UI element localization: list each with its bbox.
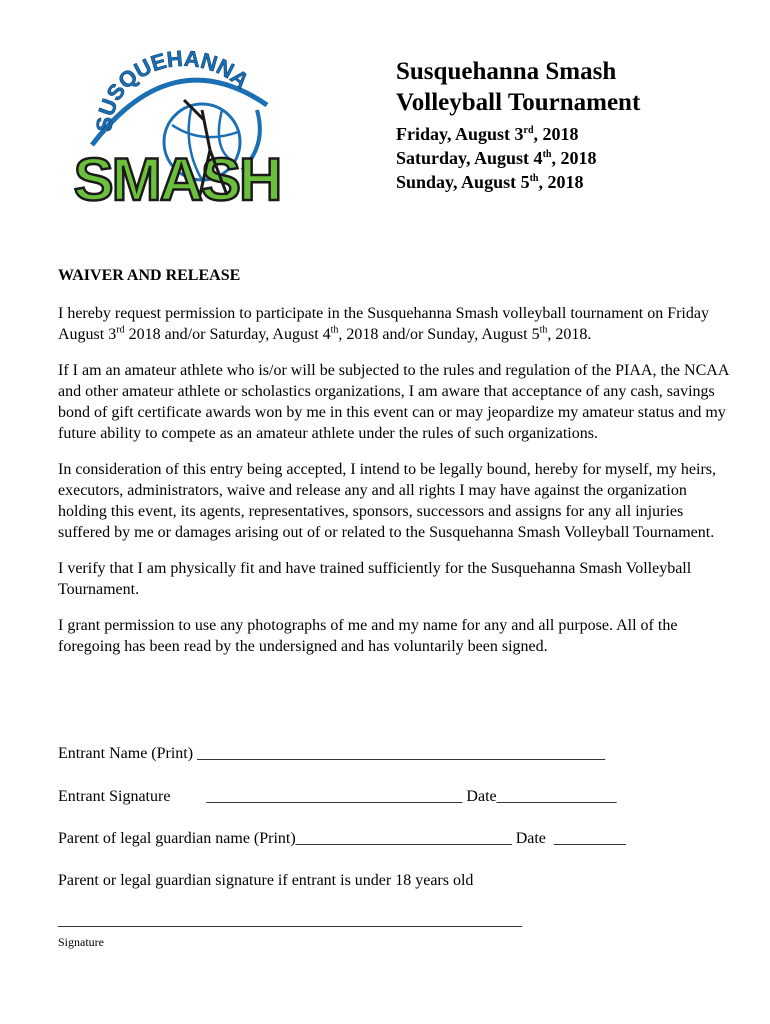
para-ordinal: rd bbox=[116, 324, 125, 336]
event-date-saturday bbox=[396, 146, 640, 170]
para-text: , 2018 and/or Sunday, August 5 bbox=[338, 326, 540, 343]
event-date-sunday bbox=[396, 170, 640, 194]
waiver-paragraph-photo: I grant permission to use any photographs of me and my name for any and all purpose. All of the foregoing has been read by the undersigned and has voluntarily been signed. bbox=[58, 617, 678, 655]
waiver-heading: WAIVER AND RELEASE bbox=[58, 267, 241, 284]
date-text: Friday, August 3 bbox=[396, 124, 524, 144]
event-title-line1: Susquehanna Smash bbox=[396, 58, 617, 85]
entrant-name-field[interactable]: Entrant Name (Print) ___________________________________________________ bbox=[58, 745, 606, 762]
date-ordinal: th bbox=[529, 173, 539, 184]
date-text: Saturday, August 4 bbox=[396, 148, 543, 168]
para-ordinal: th bbox=[330, 324, 339, 336]
event-date-friday bbox=[396, 122, 640, 146]
waiver-paragraph-release: In consideration of this entry being accepted, I intend to be legally bound, hereby for myself, my heirs, executors, administrators, waive and release any and all rights I may have against the organization holding this event, its agents, representatives, sponsors, successors and assigns for any all injuries suffered by me or damages arising out of or related to the Susquehanna Smash Volleyball Tournament. bbox=[58, 461, 717, 541]
entrant-signature-field[interactable]: Entrant Signature ________________________________ Date_______________ bbox=[58, 788, 617, 805]
para-text: , 2018. bbox=[547, 326, 592, 343]
waiver-paragraph-amateur: If I am an amateur athlete who is/or will be subjected to the rules and regulation of the PIAA, the NCAA and other amateur athlete or scholastics organizations, I am aware that acceptance of any cash, savings bond of gift certificate awards won by me in this event can or may jeopardize my amateur status and my future ability to compete as an amateur athlete under the rules of such organizations. bbox=[58, 362, 729, 442]
date-text: Sunday, August 5 bbox=[396, 172, 530, 192]
event-title-line2: Volleyball Tournament bbox=[396, 89, 641, 116]
para-text: I hereby request permission to participate in the Susquehanna Smash volleyball tournament on Friday August 3 bbox=[58, 305, 709, 343]
para-ordinal: th bbox=[539, 324, 548, 336]
event-dates bbox=[396, 122, 640, 194]
date-year: , 2018 bbox=[551, 148, 597, 168]
waiver-paragraph-fitness: I verify that I am physically fit and have trained sufficiently for the Susquehanna Smash Volleyball Tournament. bbox=[58, 560, 692, 598]
waiver-paragraph-request bbox=[58, 303, 738, 345]
susquehanna-smash-logo bbox=[52, 50, 302, 225]
logo-main-text: SMASH bbox=[73, 146, 281, 213]
date-year: , 2018 bbox=[538, 172, 584, 192]
parent-signature-line[interactable]: __________________________________________________________ bbox=[58, 912, 522, 929]
parent-name-field[interactable]: Parent of legal guardian name (Print)___________________________ Date _________ bbox=[58, 830, 626, 847]
logo-arc-text: SUSQUEHANNA bbox=[91, 50, 255, 133]
event-header bbox=[396, 56, 640, 194]
signature-caption: Signature bbox=[58, 935, 104, 949]
date-ordinal: th bbox=[542, 149, 552, 160]
waiver-body bbox=[58, 265, 738, 672]
parent-signature-prompt: Parent or legal guardian signature if entrant is under 18 years old bbox=[58, 872, 474, 889]
date-ordinal: rd bbox=[523, 125, 534, 136]
para-text: 2018 and/or Saturday, August 4 bbox=[124, 326, 331, 343]
date-year: , 2018 bbox=[533, 124, 579, 144]
